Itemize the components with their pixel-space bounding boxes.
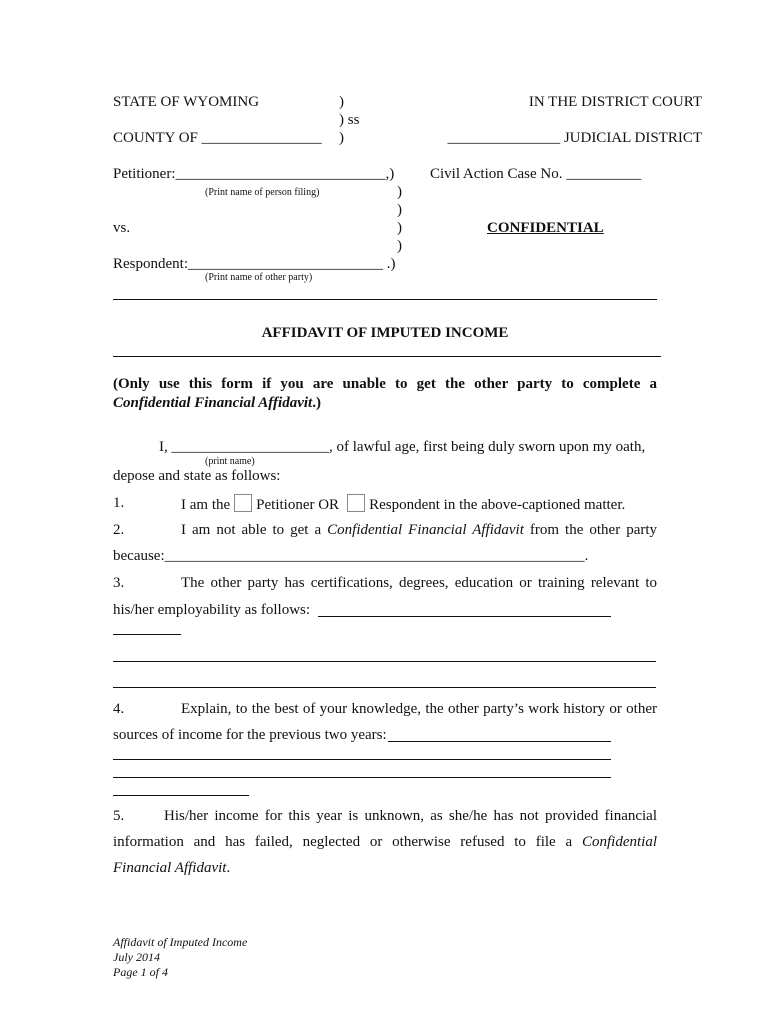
employability-field-line[interactable] xyxy=(113,661,656,662)
respondent-checkbox[interactable] xyxy=(347,494,365,512)
instruction-line-1: (Only use this form if you are unable to get the other party to complete a xyxy=(113,376,657,392)
employability-field-continued[interactable] xyxy=(113,634,181,635)
item-2-line-1 xyxy=(181,522,657,539)
print-name-hint: (print name) xyxy=(205,456,255,467)
oath-suffix: , of lawful age, first being duly sworn upon my oath, xyxy=(329,439,646,455)
item-4-number: 4. xyxy=(113,701,125,717)
instruction-line-2 xyxy=(113,395,321,412)
instruction-end: .) xyxy=(312,395,321,411)
petitioner-checkbox[interactable] xyxy=(234,494,252,512)
respondent-field[interactable]: Respondent:__________________________ .) xyxy=(113,256,396,272)
title-divider xyxy=(113,356,661,357)
caption-paren: ) xyxy=(397,184,402,200)
item-5-number: 5. xyxy=(113,808,125,824)
petitioner-hint: (Print name of person filing) xyxy=(205,187,320,198)
instruction-form-name: Confidential Financial Affidavit xyxy=(113,395,313,411)
item-1-lead: I am the xyxy=(181,497,231,513)
vs-label: vs. xyxy=(113,220,131,236)
judicial-district-field[interactable]: _______________ JUDICIAL DISTRICT xyxy=(447,130,702,146)
item-2-lead: I am not able to get a xyxy=(181,522,322,538)
caption-paren: ) xyxy=(397,202,402,218)
item-1-text xyxy=(181,494,625,514)
respondent-option-label: Respondent in the above-captioned matter. xyxy=(369,497,626,513)
print-name-field[interactable]: _____________________ xyxy=(171,439,329,455)
document-title: AFFIDAVIT OF IMPUTED INCOME xyxy=(261,325,509,341)
state-label: STATE OF WYOMING xyxy=(113,94,260,110)
item-5-form-name-part: Confidential xyxy=(582,834,657,850)
work-history-field-line[interactable] xyxy=(113,759,611,760)
item-5-line-3 xyxy=(113,860,230,877)
item-3-number: 3. xyxy=(113,575,125,591)
caption-paren: ) xyxy=(339,94,344,110)
item-5-period: . xyxy=(226,860,231,876)
ss-label: ) ss xyxy=(339,112,360,128)
footer-form-name: Affidavit of Imputed Income xyxy=(113,935,248,949)
item-5-line-2 xyxy=(113,834,657,851)
petitioner-option-label: Petitioner OR xyxy=(256,497,340,513)
case-number-field[interactable]: Civil Action Case No. __________ xyxy=(430,166,642,182)
item-3-line-1: The other party has certifications, degrees, education or training relevant to xyxy=(181,575,657,591)
item-5-line-1: His/her income for this year is unknown, as she/he has not provided financial xyxy=(164,808,657,824)
confidential-label: CONFIDENTIAL xyxy=(487,220,604,236)
caption-paren: ) xyxy=(339,130,344,146)
item-5-form-name-end: Financial Affidavit xyxy=(113,860,227,876)
respondent-hint: (Print name of other party) xyxy=(205,272,313,283)
caption-paren: ) xyxy=(397,220,402,236)
caption-divider xyxy=(113,299,657,300)
footer-date: July 2014 xyxy=(113,950,160,964)
work-history-field[interactable] xyxy=(388,741,611,742)
caption-paren: ) xyxy=(397,238,402,254)
item-1-number: 1. xyxy=(113,495,125,511)
employability-field-line[interactable] xyxy=(113,687,656,688)
footer-page-number: Page 1 of 4 xyxy=(113,965,168,979)
work-history-field-line[interactable] xyxy=(113,777,611,778)
oath-prefix: I, xyxy=(159,439,168,455)
item-3-line-2: his/her employability as follows: xyxy=(113,602,311,618)
employability-field[interactable] xyxy=(318,616,611,617)
item-2-number: 2. xyxy=(113,522,125,538)
court-label: IN THE DISTRICT COURT xyxy=(528,94,702,110)
oath-line xyxy=(159,439,645,456)
petitioner-field[interactable]: Petitioner:____________________________,) xyxy=(113,166,395,182)
work-history-field-line[interactable] xyxy=(113,795,249,796)
item-2-form-name: Confidential Financial Affidavit xyxy=(327,522,524,538)
item-2-tail: from the other party xyxy=(529,522,658,538)
item-4-line-1: Explain, to the best of your knowledge, the other party’s work history or other xyxy=(181,701,657,717)
footer xyxy=(113,935,247,980)
item-4-line-2: sources of income for the previous two years: xyxy=(113,727,387,743)
oath-line-2: depose and state as follows: xyxy=(113,468,281,484)
county-field[interactable]: COUNTY OF ________________ xyxy=(113,130,322,146)
item-5-line-2-text: information and has failed, neglected or otherwise refused to file a xyxy=(113,834,573,850)
because-field[interactable]: because:________________________________________________________. xyxy=(113,548,589,564)
